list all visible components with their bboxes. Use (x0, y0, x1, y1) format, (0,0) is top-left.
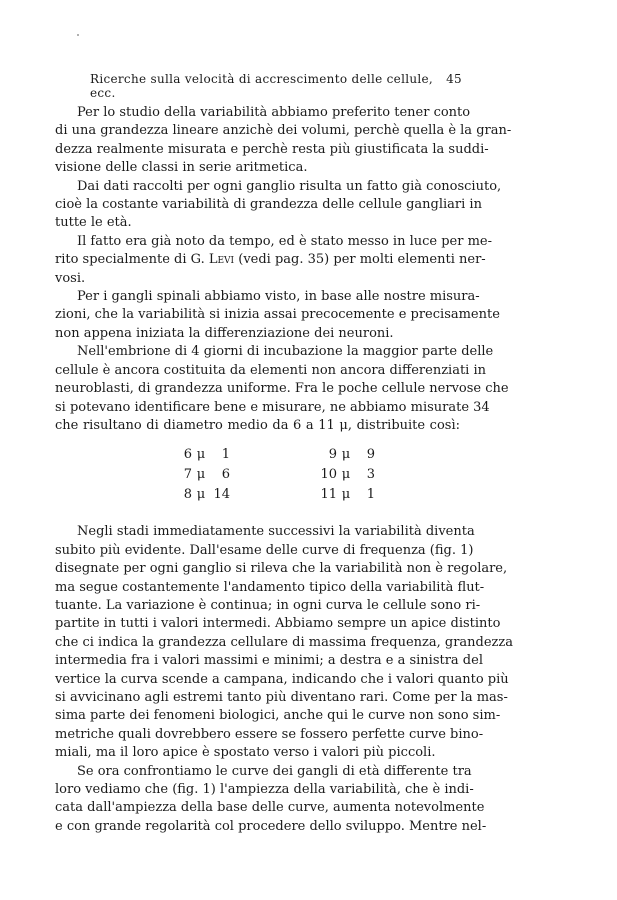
measurement-row (313, 445, 375, 465)
text-line: partite in tutti i valori intermedi. Abbiamo sempre un apice distinto (55, 616, 501, 632)
measurement-row (313, 485, 375, 505)
running-header (90, 72, 462, 100)
text-line: che risultano di diametro medio da 6 a 11 μ, distribuite così: (55, 417, 460, 433)
text-line: metriche quali dovrebbero essere se fossero perfette curve bino- (55, 726, 484, 742)
micron-unit: μ (341, 467, 351, 483)
text-line: intermedia fra i valori massimi e minimi; a destra e a sinistra del (55, 653, 483, 669)
micron-unit: μ (196, 487, 206, 503)
measurement-row (168, 465, 230, 485)
text-line: si potevano identificare bene e misurare, ne abbiamo misurate 34 (55, 399, 490, 415)
cell-count: 1 (366, 487, 375, 503)
text-line: miali, ma il loro apice è spostato verso i valori più piccoli. (55, 745, 436, 761)
text-line: tuante. La variazione è continua; in ogni curva le cellule sono ri- (55, 597, 481, 613)
page-speck (77, 34, 79, 36)
body-text (55, 104, 513, 836)
micron-unit: μ (341, 487, 351, 503)
diameter-value: 6 (183, 447, 192, 463)
diameter-value: 11 (320, 487, 337, 503)
text-line: Il fatto era già noto da tempo, ed è stato messo in luce per me- (77, 233, 492, 249)
paragraph-variability-measure (55, 104, 512, 178)
author-name: Levi (208, 252, 235, 268)
text-line: di una grandezza lineare anzichè dei volumi, perchè quella è la gran- (55, 123, 512, 139)
diameter-value: 10 (320, 467, 337, 483)
paragraph-spinal-ganglia (55, 288, 500, 343)
measurement-row (168, 485, 230, 505)
text-line: cata dall'ampiezza della base delle curve, aumenta notevolmente (55, 800, 485, 816)
cell-count: 14 (213, 487, 230, 503)
diameter-value: 7 (183, 467, 192, 483)
text-line: dezza realmente misurata e perchè resta più giustificata la suddi- (55, 141, 489, 157)
text-line: neuroblasti, di grandezza uniforme. Fra le poche cellule nervose che (55, 381, 509, 397)
text-line: vertice la curva scende a campana, indicando che i valori quanto più (55, 671, 509, 687)
measurement-table (55, 445, 460, 511)
text-line-with-author (55, 251, 486, 269)
cell-count: 1 (221, 447, 230, 463)
diameter-value: 8 (183, 487, 192, 503)
text-line: non appena iniziata la differenziazione dei neuroni. (55, 325, 394, 341)
text-line: Per i gangli spinali abbiamo visto, in base alle nostre misura- (77, 289, 480, 305)
cell-count: 3 (366, 467, 375, 483)
text-fragment: (vedi pag. 35) per molti elementi ner- (234, 252, 486, 268)
diameter-value: 9 (328, 447, 337, 463)
text-line: Se ora confrontiamo le curve dei gangli di età differente tra (77, 763, 472, 779)
text-line: zioni, che la variabilità si inizia assai precocemente e precisamente (55, 307, 500, 323)
text-line: loro vediamo che (fig. 1) l'ampiezza della variabilità, che è indi- (55, 782, 474, 797)
text-line: Dai dati raccolti per ogni ganglio risulta un fatto già conosciuto, (77, 178, 502, 194)
measurement-row (168, 445, 230, 465)
text-line: e con grande regolarità col procedere dello sviluppo. Mentre nel- (55, 818, 487, 834)
text-line: si avvicinano agli estremi tanto più diventano rari. Come per la mas- (55, 689, 508, 705)
paragraph-embryo-4-days (55, 343, 509, 435)
text-line: visione delle classi in serie aritmetica. (55, 160, 308, 176)
paragraph-constant-variability (55, 178, 502, 233)
paragraph-age-comparison (55, 763, 487, 837)
text-line: subito più evidente. Dall'esame delle curve di frequenza (fig. 1) (55, 542, 474, 558)
text-line: disegnate per ogni ganglio si rileva che la variabilità non è regolare, (55, 561, 508, 577)
text-line: ma segue costantemente l'andamento tipico della variabilità flut- (55, 579, 485, 595)
cell-count: 9 (366, 447, 375, 463)
text-line: sima parte dei fenomeni biologici, anche qui le curve non sono sim- (55, 708, 501, 724)
text-line: cioè la costante variabilità di grandezza delle cellule gangliari in (55, 197, 482, 213)
micron-unit: μ (341, 447, 351, 463)
micron-unit: μ (196, 447, 206, 463)
paragraph-levi-reference (55, 233, 492, 288)
measurement-column-right (313, 445, 375, 505)
text-fragment: rito specialmente di G. (55, 252, 209, 268)
micron-unit: μ (196, 467, 206, 483)
text-line: Per lo studio della variabilità abbiamo preferito tener conto (77, 105, 471, 120)
text-line: tutte le età. (55, 215, 132, 231)
text-line: Nell'embrione di 4 giorni di incubazione la maggior parte delle (77, 344, 494, 360)
measurement-column-left (168, 445, 230, 505)
text-line: cellule è ancora costituita da elementi non ancora differenziati in (55, 362, 486, 378)
text-line: vosi. (55, 270, 86, 286)
measurement-row (313, 465, 375, 485)
cell-count: 6 (221, 467, 230, 483)
text-line: che ci indica la grandezza cellulare di massima frequenza, grandezza (55, 634, 513, 650)
page-number: 45 (446, 72, 462, 86)
text-line: Negli stadi immediatamente successivi la variabilità diventa (77, 524, 475, 540)
paragraph-frequency-curves (55, 523, 513, 762)
running-title: Ricerche sulla velocità di accrescimento delle cellule, ecc. (90, 72, 434, 100)
